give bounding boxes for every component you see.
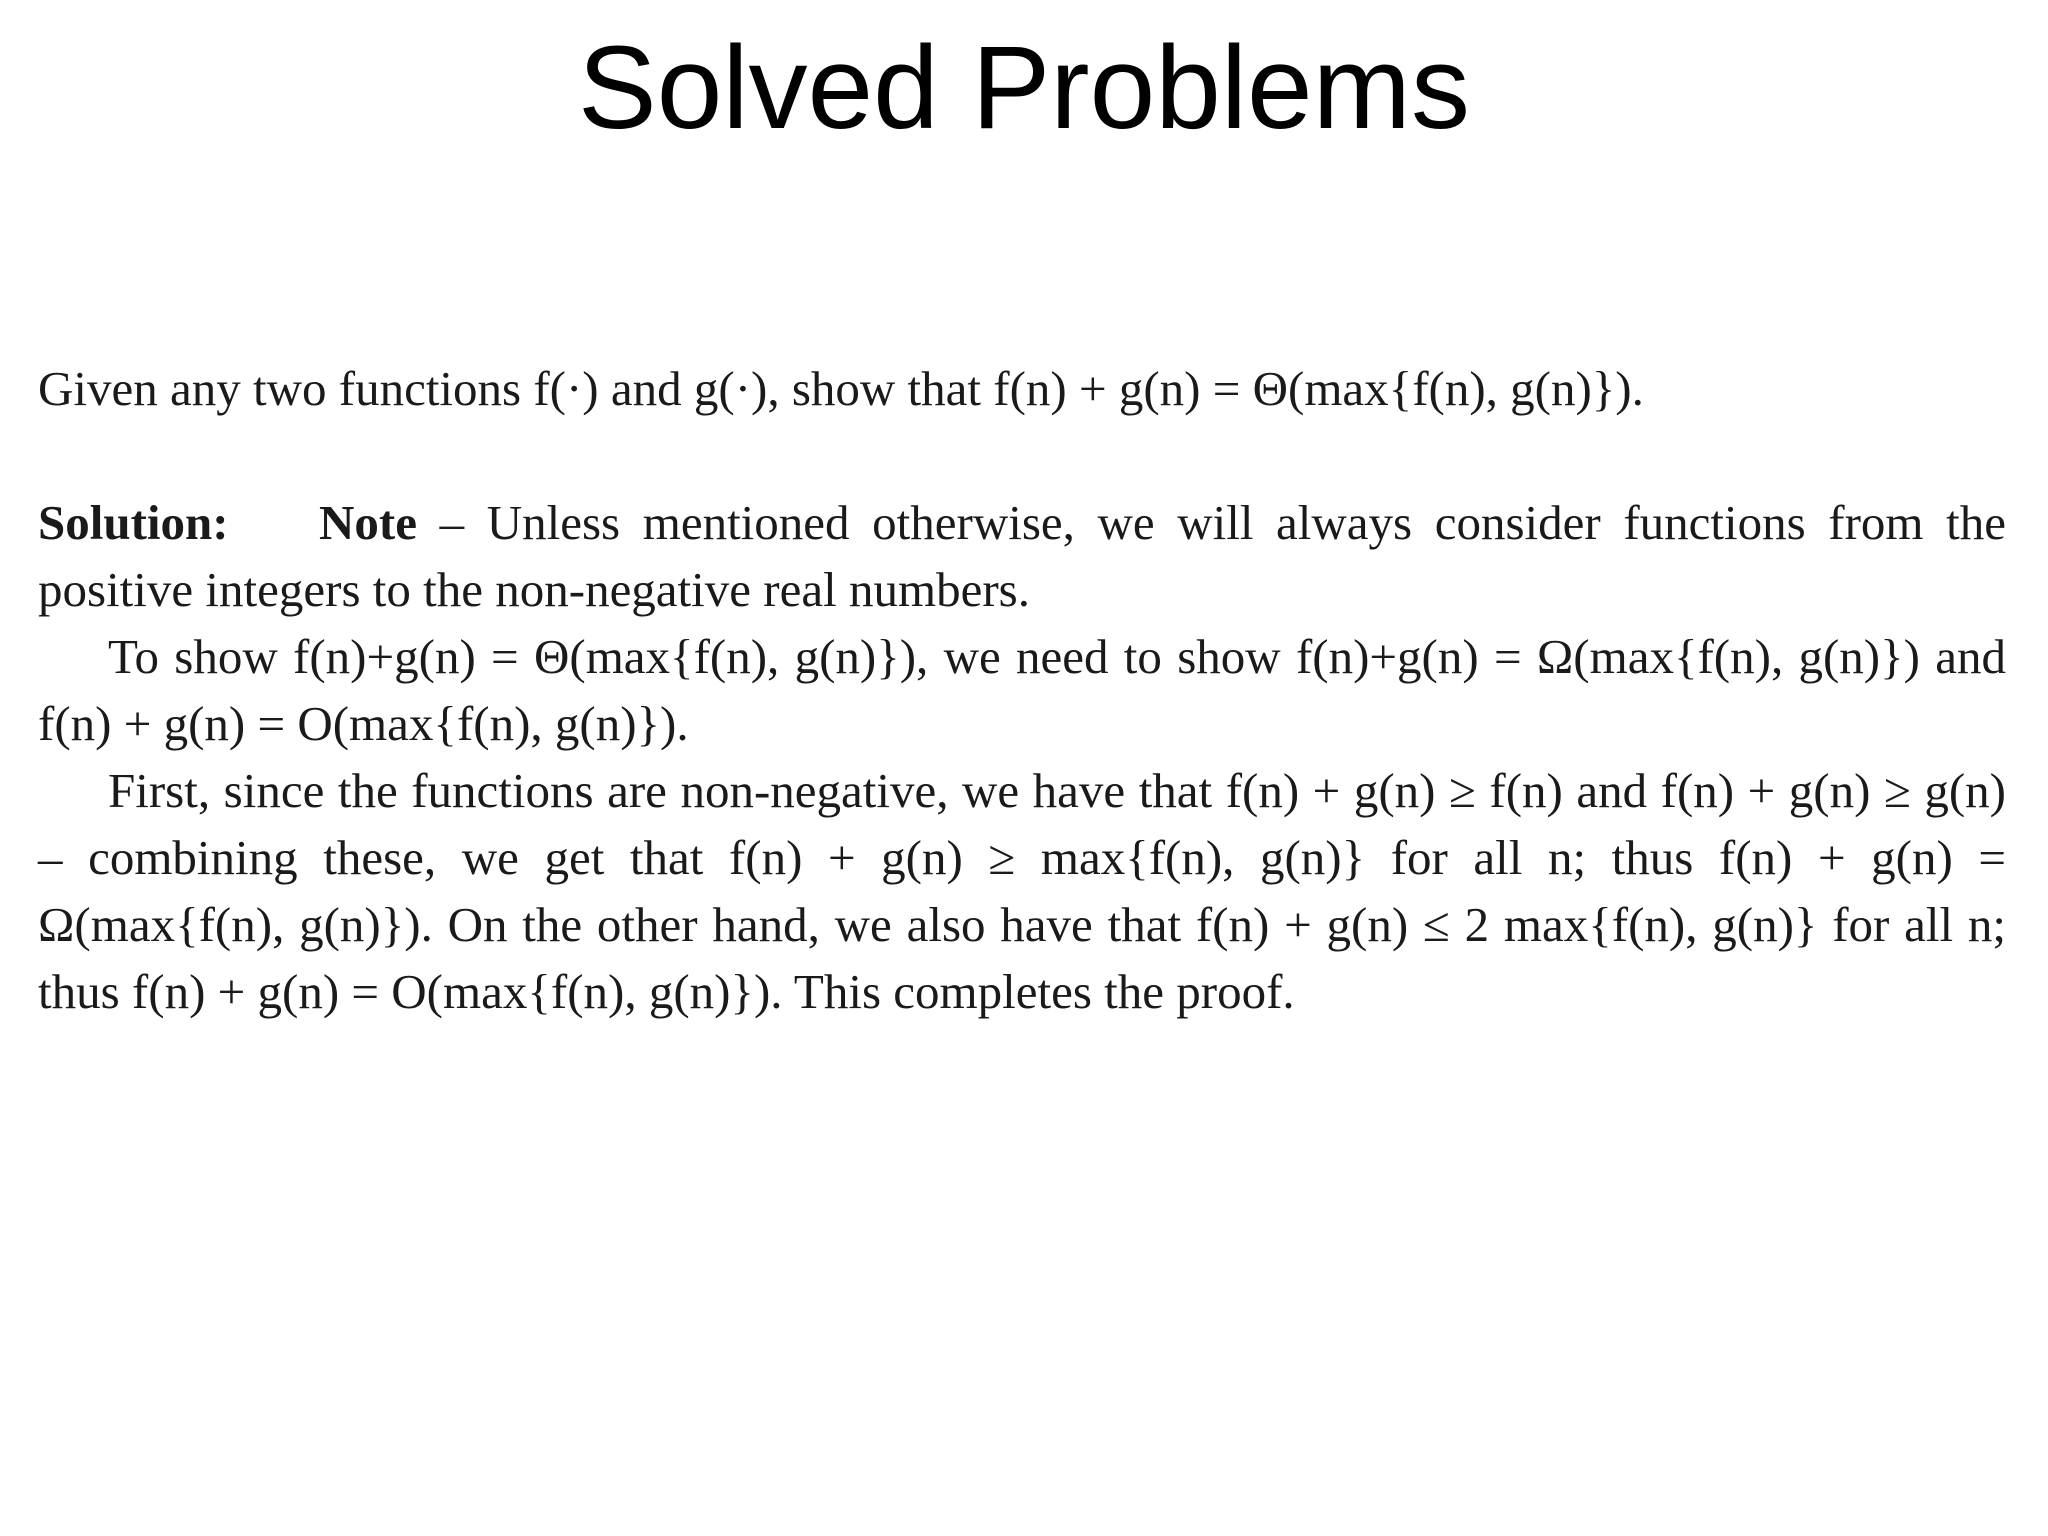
solution-note [38,489,2006,623]
note-label: Note [319,495,417,550]
solution-label: Solution: [38,495,229,550]
slide-title: Solved Problems [578,22,1470,154]
solution-paragraph-2: First, since the functions are non-negative, we have that f(n) + g(n) ≥ f(n) and f(n) + g(n) ≥ g(n) – combining these, we get that f(n) + g(n) ≥ max{f(n), g(n)} for all n; thus f(n) + g(n) = Ω(max{f(n), g(n)}). On the other hand, we also have that f(n) + g(n) ≤ 2 max{f(n), g(n)} for all n; thus f(n) + g(n) = O(max{f(n), g(n)}). This completes the proof. [38,763,2006,1019]
solution-paragraph-1: To show f(n)+g(n) = Θ(max{f(n), g(n)}), we need to show f(n)+g(n) = Ω(max{f(n), g(n)}) and f(n) + g(n) = O(max{f(n), g(n)}). [38,629,2006,751]
slide-body [38,355,2006,1025]
problem-statement: Given any two functions f(·) and g(·), show that f(n) + g(n) = Θ(max{f(n), g(n)}). [38,361,1644,416]
note-text: – Unless mentioned otherwise, we will always consider functions from the positive integers to the non-negative real numbers. [38,495,2007,617]
